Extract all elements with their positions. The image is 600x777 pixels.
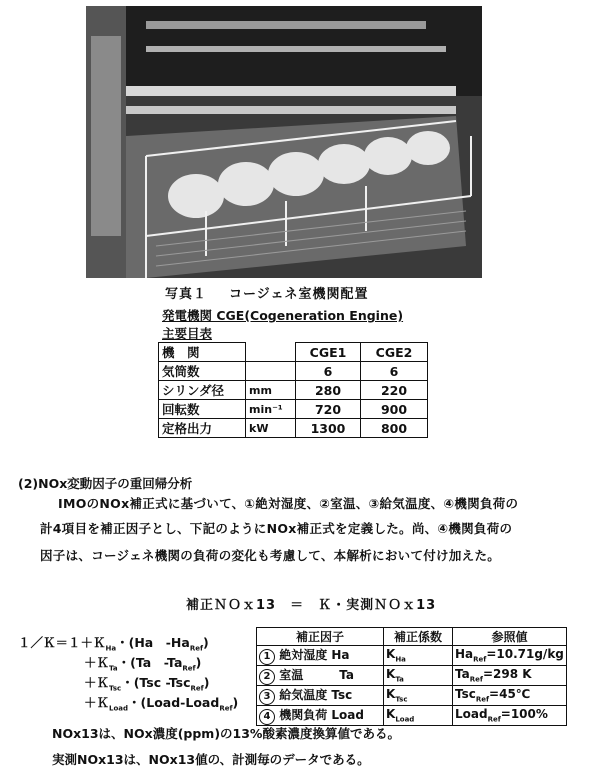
k-formula-text: ) bbox=[195, 655, 202, 670]
circled-number: 3 bbox=[259, 689, 275, 705]
factor-name: 給気温度 Tsc bbox=[279, 688, 353, 702]
photo-caption bbox=[165, 283, 369, 302]
header-cell bbox=[246, 343, 296, 362]
table-row bbox=[257, 646, 567, 666]
k-formula-text: ・(Load-Load bbox=[128, 695, 220, 710]
cge1-cell: 720 bbox=[296, 400, 361, 419]
table-row bbox=[257, 666, 567, 686]
table-row bbox=[159, 400, 428, 419]
item-cell: 回転数 bbox=[159, 400, 246, 419]
paragraph-line-2: 計4項目を補正因子とし、下記のようにNOx補正式を定義した。尚、④機関負荷の bbox=[40, 521, 513, 536]
ref-value: =45℃ bbox=[489, 687, 531, 702]
ref-subscript: Ref bbox=[219, 704, 233, 713]
factor-name: 機関負荷 Load bbox=[279, 708, 364, 722]
coef-text: K bbox=[386, 707, 396, 722]
table-header-row bbox=[257, 628, 567, 646]
factor-name-cell bbox=[257, 666, 384, 686]
k-formula-line-1 bbox=[18, 633, 209, 653]
k-formula-text: １／Ｋ＝１＋Ｋ bbox=[18, 635, 106, 650]
ref-text: Ha bbox=[455, 647, 474, 662]
k-formula-line-3 bbox=[84, 673, 209, 693]
table-row bbox=[159, 362, 428, 381]
circled-number: 4 bbox=[259, 709, 275, 725]
cge1-cell: 6 bbox=[296, 362, 361, 381]
table-row bbox=[257, 706, 567, 726]
cge2-cell: 220 bbox=[361, 381, 428, 400]
k-formula-text: ・(Ta -Ta bbox=[117, 655, 183, 670]
ref-subscript: Ref bbox=[473, 655, 487, 664]
k-formula-line-2 bbox=[84, 653, 201, 673]
k-formula-text: ・(Tsc -Tsc bbox=[121, 675, 191, 690]
engine-spec-table bbox=[158, 342, 428, 438]
unit-cell bbox=[246, 362, 296, 381]
unit-cell: min⁻¹ bbox=[246, 400, 296, 419]
k-subscript: Ta bbox=[109, 664, 118, 673]
table-row bbox=[159, 419, 428, 438]
photo-caption-text: コージェネ室機関配置 bbox=[229, 287, 369, 302]
ref-value: =100% bbox=[500, 707, 548, 722]
engine-title: 発電機関 CGE(Cogeneration Engine) bbox=[162, 308, 404, 323]
k-formula-text: ＋Ｋ bbox=[84, 695, 110, 710]
k-formula-text: ＋Ｋ bbox=[84, 675, 110, 690]
factor-name: 絶対湿度 Ha bbox=[279, 648, 350, 662]
paragraph-line-3: 因子は、コージェネ機関の負荷の変化も考慮して、本解析において付け加えた。 bbox=[40, 548, 501, 563]
unit-cell: kW bbox=[246, 419, 296, 438]
ref-subscript: Ref bbox=[469, 675, 483, 684]
coef-subscript: Tsc bbox=[395, 695, 408, 704]
ref-text: Load bbox=[455, 707, 488, 722]
cge2-cell: 800 bbox=[361, 419, 428, 438]
ref-cell bbox=[453, 706, 567, 726]
coef-subscript: Load bbox=[395, 715, 415, 724]
spec-table-title: 主要目表 bbox=[162, 326, 213, 341]
header-cell: CGE1 bbox=[296, 343, 361, 362]
engine-room-photo bbox=[86, 6, 482, 278]
item-cell: 気筒数 bbox=[159, 362, 246, 381]
nox-correction-formula: 補正ＮＯｘ13 ＝ Ｋ・実測ＮＯｘ13 bbox=[186, 598, 437, 613]
k-formula-text: ) bbox=[203, 675, 210, 690]
coef-subscript: Ha bbox=[395, 655, 406, 664]
engine-photo-graphic bbox=[86, 6, 482, 278]
coef-cell bbox=[384, 706, 453, 726]
table-row bbox=[257, 686, 567, 706]
header-cell: 補正係数 bbox=[384, 628, 453, 646]
header-cell: CGE2 bbox=[361, 343, 428, 362]
cge1-cell: 1300 bbox=[296, 419, 361, 438]
table-row bbox=[159, 381, 428, 400]
ref-cell bbox=[453, 666, 567, 686]
coef-text: K bbox=[386, 687, 396, 702]
coef-subscript: Ta bbox=[395, 675, 404, 684]
k-formula-text: ) bbox=[232, 695, 239, 710]
item-cell: シリンダ径 bbox=[159, 381, 246, 400]
ref-subscript: Ref bbox=[189, 644, 203, 653]
cge1-cell: 280 bbox=[296, 381, 361, 400]
note-line-1: NOx13は、NOx濃度(ppm)の13%酸素濃度換算値である。 bbox=[52, 726, 400, 741]
factor-name-cell bbox=[257, 686, 384, 706]
k-subscript: Tsc bbox=[109, 684, 122, 693]
photo-caption-label: 写真１ bbox=[165, 287, 208, 302]
section-heading: (2)NOx変動因子の重回帰分析 bbox=[18, 476, 193, 491]
ref-value: =10.71g/kg bbox=[486, 647, 564, 662]
ref-subscript: Ref bbox=[475, 695, 490, 704]
circled-number: 1 bbox=[259, 649, 275, 665]
ref-subscript: Ref bbox=[190, 684, 204, 693]
header-cell: 機 関 bbox=[159, 343, 246, 362]
item-cell: 定格出力 bbox=[159, 419, 246, 438]
k-formula-text: ＋Ｋ bbox=[84, 655, 110, 670]
table-header-row bbox=[159, 343, 428, 362]
circled-number: 2 bbox=[259, 669, 275, 685]
k-subscript: Load bbox=[109, 704, 129, 713]
factor-name: 室温 Ta bbox=[279, 668, 354, 682]
correction-factor-table bbox=[256, 627, 567, 726]
coef-cell bbox=[384, 666, 453, 686]
coef-cell bbox=[384, 686, 453, 706]
k-formula-text: ・(Ha -Ha bbox=[116, 635, 190, 650]
k-subscript: Ha bbox=[105, 644, 117, 653]
unit-cell: mm bbox=[246, 381, 296, 400]
ref-subscript: Ref bbox=[487, 715, 501, 724]
k-formula-line-4 bbox=[84, 693, 238, 713]
ref-text: Ta bbox=[455, 667, 470, 682]
cge2-cell: 6 bbox=[361, 362, 428, 381]
factor-name-cell bbox=[257, 646, 384, 666]
coef-text: K bbox=[386, 647, 396, 662]
note-line-2: 実測NOx13は、NOx13値の、計測毎のデータである。 bbox=[52, 752, 370, 767]
k-formula-text: ) bbox=[203, 635, 209, 650]
header-cell: 補正因子 bbox=[257, 628, 384, 646]
ref-value: =298 K bbox=[482, 667, 532, 682]
header-cell: 参照値 bbox=[453, 628, 567, 646]
ref-subscript: Ref bbox=[182, 664, 196, 673]
ref-cell bbox=[453, 646, 567, 666]
ref-cell bbox=[453, 686, 567, 706]
coef-cell bbox=[384, 646, 453, 666]
factor-name-cell bbox=[257, 706, 384, 726]
ref-text: Tsc bbox=[455, 687, 476, 702]
paragraph-line-1: IMOのNOx補正式に基づいて、①絶対湿度、②室温、③給気温度、④機関負荷の bbox=[58, 496, 519, 511]
cge2-cell: 900 bbox=[361, 400, 428, 419]
coef-text: K bbox=[386, 667, 396, 682]
